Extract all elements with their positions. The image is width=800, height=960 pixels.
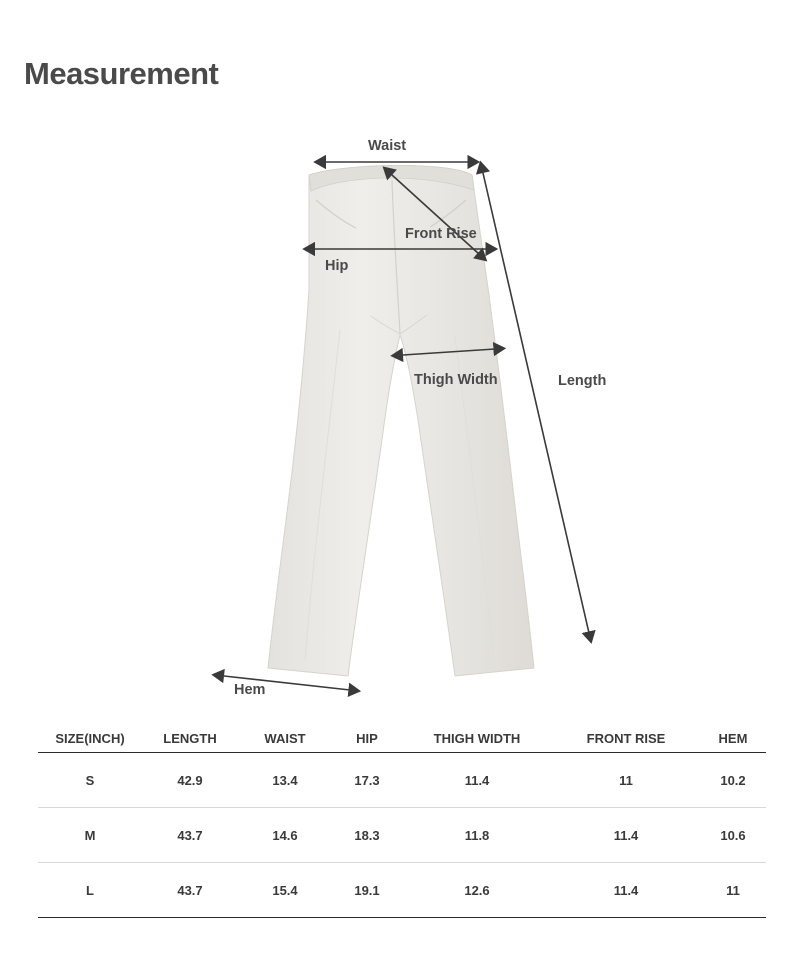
cell-size: S [85,772,95,788]
cell-hem: 10.2 [720,772,746,788]
cell-waist: 15.4 [272,882,298,898]
label-hip: Hip [325,258,349,274]
cell-hip: 18.3 [354,827,380,843]
label-thigh-width: Thigh Width [414,372,498,388]
label-waist: Waist [368,138,407,154]
cell-waist: 13.4 [272,772,298,788]
pants-illustration [0,120,800,710]
cell-hem: 11 [726,882,740,898]
column-header-size: SIZE(INCH) [55,731,125,746]
page-title: Measurement [24,56,219,91]
cell-front-rise: 11 [619,772,633,788]
table-row [38,808,766,863]
column-header-length: LENGTH [163,731,217,746]
column-header-hip: HIP [356,731,378,746]
label-front-rise: Front Rise [405,226,477,242]
pants-shape [268,165,534,676]
column-header-hem: HEM [718,731,748,746]
label-hem: Hem [234,682,266,698]
table-header-row [38,706,766,753]
cell-thigh-width: 11.4 [464,772,490,788]
size-table-container [38,706,766,918]
cell-front-rise: 11.4 [613,827,639,843]
cell-size: M [84,827,96,843]
cell-hip: 17.3 [354,772,380,788]
cell-hip: 19.1 [354,882,380,898]
label-length: Length [558,373,607,389]
cell-thigh-width: 12.6 [464,882,490,898]
cell-length: 43.7 [177,827,203,843]
cell-thigh-width: 11.8 [464,827,490,843]
column-header-front-rise: FRONT RISE [586,731,666,746]
column-header-thigh-width: THIGH WIDTH [433,731,521,746]
size-table [38,706,766,918]
cell-waist: 14.6 [272,827,298,843]
cell-length: 42.9 [177,772,203,788]
table-row [38,863,766,918]
cell-size: L [86,882,94,898]
table-row [38,753,766,808]
measurement-diagram [0,120,800,710]
cell-hem: 10.6 [720,827,746,843]
column-header-waist: WAIST [264,731,306,746]
size-table-head [38,706,766,753]
cell-front-rise: 11.4 [613,882,639,898]
cell-length: 43.7 [177,882,203,898]
size-table-body [38,753,766,918]
